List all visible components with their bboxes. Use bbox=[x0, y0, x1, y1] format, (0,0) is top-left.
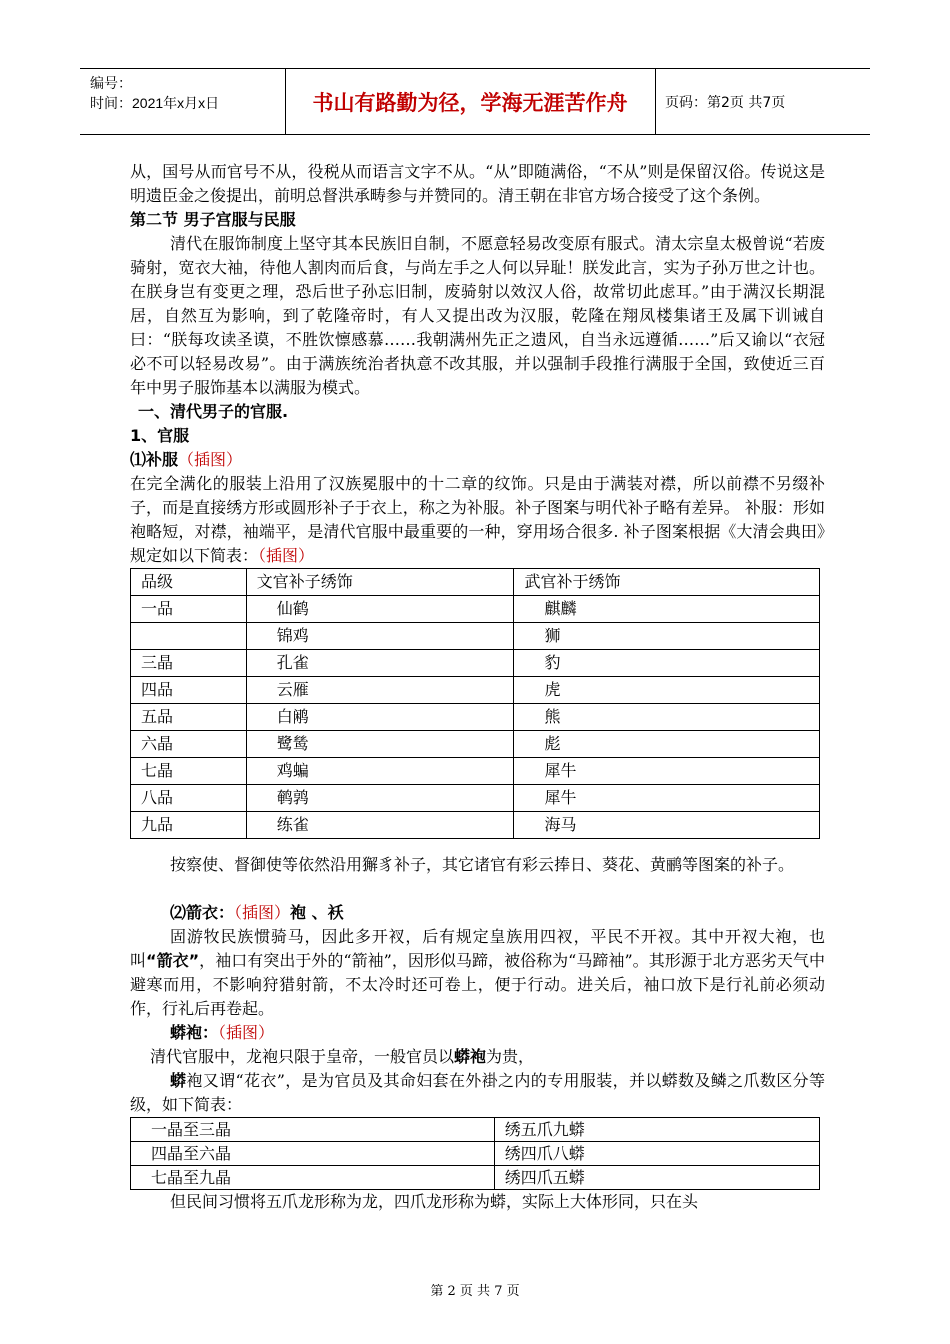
buffu-heading bbox=[130, 448, 825, 472]
paragraph bbox=[130, 1069, 825, 1117]
table-cell: 绣四爪八蟒 bbox=[494, 1142, 819, 1166]
document-body bbox=[130, 160, 825, 1214]
paragraph-text: ，袖口有突出于外的“箭袖”，因形似马蹄，被俗称为“马蹄袖”。其形源于北方恶劣天气中避寒而用，不影响狩猎射箭，不太冷时还可卷上，便于行动。进关后，袖口放下是行礼前必须动作，行礼后再卷起。 bbox=[130, 951, 825, 1018]
table-row bbox=[131, 758, 820, 785]
table-cell: 白鹇 bbox=[246, 704, 514, 731]
table-row bbox=[131, 812, 820, 839]
insert-figure-note: （插图） bbox=[218, 1023, 275, 1042]
paragraph-text: 固游牧民族惯骑马，因此多开衩，后有规定皇族用四衩，平民不开衩。其中开衩大袍，也叫 bbox=[130, 927, 825, 970]
buffu-title: ⑴补服 bbox=[130, 450, 179, 469]
table-cell: 绣四爪五蟒 bbox=[494, 1166, 819, 1190]
paragraph-text: 清代官服中，龙袍只限于皇帝，一般官员以 bbox=[150, 1047, 455, 1066]
insert-figure-note: （插图） bbox=[234, 903, 291, 922]
table-cell: 鹌鹑 bbox=[246, 785, 514, 812]
table-cell: 彪 bbox=[514, 731, 820, 758]
table-row bbox=[131, 596, 820, 623]
header-page-info: 页码：第2页 共7页 bbox=[665, 94, 786, 111]
table-header-cell: 文官补子绣饰 bbox=[246, 569, 514, 596]
table-cell: 四品 bbox=[131, 677, 247, 704]
table-cell: 五品 bbox=[131, 704, 247, 731]
python-robe-table bbox=[130, 1117, 820, 1190]
paragraph: 按察使、督御使等依然沿用獬豸补子，其它诸官有彩云捧日、葵花、黄鹂等图案的补子。 bbox=[170, 855, 795, 874]
table-cell: 锦鸡 bbox=[246, 623, 514, 650]
page-header bbox=[80, 68, 870, 135]
table-row bbox=[131, 623, 820, 650]
doc-time-label: 时间：2021年x月x日 bbox=[90, 95, 220, 111]
paragraph: 但民间习惯将五爪龙形称为龙，四爪龙形称为蟒，实际上大体形同，只在头 bbox=[170, 1192, 699, 1211]
section-title: 第二节 男子宫服与民服 bbox=[130, 210, 296, 229]
table-row bbox=[131, 1166, 820, 1190]
table-row bbox=[131, 1142, 820, 1166]
table-row bbox=[131, 650, 820, 677]
paragraph bbox=[130, 925, 825, 1021]
subsection-title: 一、清代男子的官服. bbox=[138, 402, 289, 421]
table-cell: 孔雀 bbox=[246, 650, 514, 677]
table-row bbox=[131, 1118, 820, 1142]
table-cell: 一品 bbox=[131, 596, 247, 623]
rank-badge-table bbox=[130, 568, 820, 839]
mangpao-title: 蟒袍： bbox=[170, 1023, 219, 1042]
table-cell: 六晶 bbox=[131, 731, 247, 758]
table-row bbox=[131, 704, 820, 731]
paragraph bbox=[130, 1045, 825, 1069]
jianyi-heading bbox=[130, 901, 825, 925]
header-motto: 书山有路勤为径，学海无涯苦作舟 bbox=[285, 69, 656, 134]
header-meta bbox=[80, 69, 286, 134]
table-cell: 云雁 bbox=[246, 677, 514, 704]
paragraph-text: 在完全满化的服装上沿用了汉族冕服中的十二章的纹饰。只是由于满装对襟，所以前襟不另缀补子，而是直接绣方形或圆形补子于衣上，称之为补服。补子图案与明代补子略有差异。 补服：形如袍略短，对襟，袖端平，是清代官服中最重要的一种，穿用场合很多. 补子图案根据《大清会典田》规定如以下简表： bbox=[130, 474, 825, 565]
table-row bbox=[131, 731, 820, 758]
table-cell: 七晶 bbox=[131, 758, 247, 785]
insert-figure-note: （插图） bbox=[178, 450, 243, 469]
bold-term: “箭衣” bbox=[146, 951, 200, 970]
table-cell: 绣五爪九蟒 bbox=[494, 1118, 819, 1142]
table-cell: 熊 bbox=[514, 704, 820, 731]
table-cell: 鹭鸶 bbox=[246, 731, 514, 758]
paragraph-text: 为贵， bbox=[486, 1047, 535, 1066]
page-footer: 第 2 页 共 7 页 bbox=[430, 1284, 520, 1299]
table-cell: 犀牛 bbox=[514, 758, 820, 785]
table-cell: 七晶至九晶 bbox=[131, 1166, 495, 1190]
mangpao-heading bbox=[130, 1021, 825, 1045]
paragraph: 清代在服饰制度上坚守其本民族旧自制，不愿意轻易改变原有服式。清太宗皇太极曾说“若废骑射，宽衣大袖，待他人割肉而后食，与尚左手之人何以异耻！朕发此言，实为子孙万世之计也。在朕身岂有变更之理，恐后世子孙忘旧制，废骑射以效汉人俗，故常切此虑耳。”由于满汉长期混居，自然互为影响，到了乾隆帝时，有人又提出改为汉服，乾隆在翔凤楼集诸王及属下训诫自曰：“朕每攻读圣谟，不胜饮懔感慕……我朝满州先正之遗风，自当永远遵循……”后又谕以“衣冠必不可以轻易改易”。由于满族统治者执意不改其服，并以强制手段推行满服于全国，致使近三百年中男子服饰基本以满服为模式。 bbox=[130, 234, 825, 397]
table-cell: 犀牛 bbox=[514, 785, 820, 812]
table-cell: 仙鹤 bbox=[246, 596, 514, 623]
table-cell: 九品 bbox=[131, 812, 247, 839]
table-cell: 狮 bbox=[514, 623, 820, 650]
paragraph bbox=[130, 472, 825, 568]
doc-number-label: 编号： bbox=[90, 75, 132, 91]
table-cell: 麒麟 bbox=[514, 596, 820, 623]
table-cell: 豹 bbox=[514, 650, 820, 677]
subsection-title: 1、官服 bbox=[130, 426, 190, 445]
bold-term: 蟒袍 bbox=[454, 1047, 487, 1066]
table-row bbox=[131, 677, 820, 704]
table-cell: 八品 bbox=[131, 785, 247, 812]
bold-term: 蟒 bbox=[170, 1071, 187, 1090]
paragraph: 从，国号从而官号不从，役税从而语言文字不从。“从”即随满俗，“不从”则是保留汉俗。传说这是明遗臣金之俊提出，前明总督洪承畴参与并赞同的。清王朝在非官方场合接受了这个条例。 bbox=[130, 162, 825, 205]
jianyi-title: ⑵箭衣： bbox=[170, 903, 235, 922]
table-cell: 海马 bbox=[514, 812, 820, 839]
jianyi-tail: 袍 、袄 bbox=[290, 903, 344, 922]
insert-figure-note: （插图） bbox=[258, 546, 315, 565]
table-header-cell: 武官补于绣饰 bbox=[514, 569, 820, 596]
table-cell: 一晶至三晶 bbox=[131, 1118, 495, 1142]
table-header-cell: 品级 bbox=[131, 569, 247, 596]
table-cell: 虎 bbox=[514, 677, 820, 704]
table-row bbox=[131, 785, 820, 812]
table-cell: 鸡蝙 bbox=[246, 758, 514, 785]
paragraph-text: 袍又谓“花衣”，是为官员及其命妇套在外褂之内的专用服装，并以蟒数及鳞之爪数区分等级，如下简表： bbox=[130, 1071, 825, 1114]
table-cell: 练雀 bbox=[246, 812, 514, 839]
table-cell bbox=[131, 623, 247, 650]
table-cell: 四晶至六晶 bbox=[131, 1142, 495, 1166]
table-header-row bbox=[131, 569, 820, 596]
table-cell: 三晶 bbox=[131, 650, 247, 677]
